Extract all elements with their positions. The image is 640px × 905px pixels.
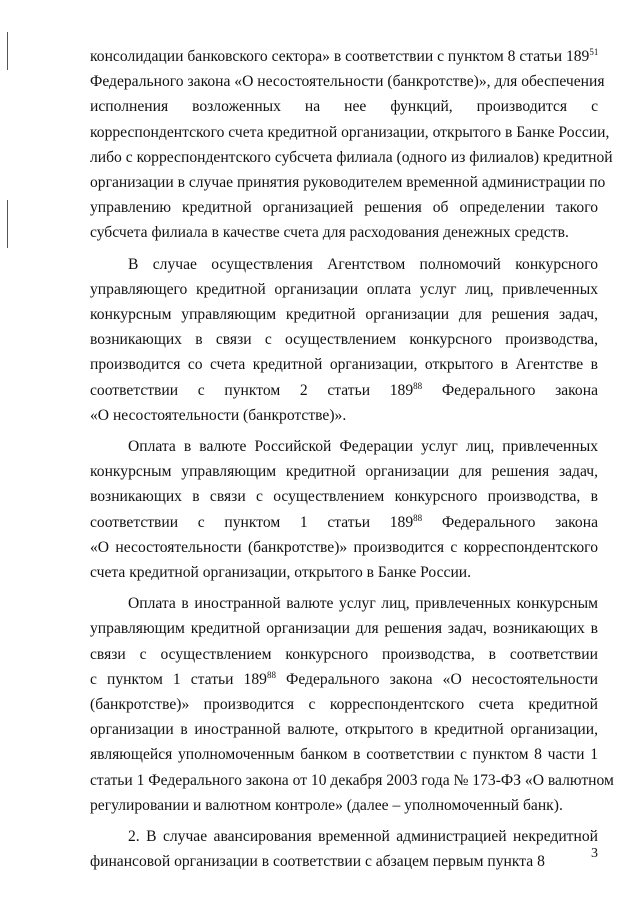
text-continuation: Федерального закона [422, 513, 598, 531]
text-line: Оплата в валюте Российской Федерации услуг лиц, привлеченных [128, 438, 598, 456]
text-line: (банкротстве)» производится с корреспондентского счета кредитной [90, 696, 598, 714]
text-line: «О несостоятельности (банкротстве)» производится с корреспондентского [90, 538, 598, 556]
text-line: статьи 1 Федерального закона от 10 декабря 2003 года № 173-ФЗ «О валютном [90, 771, 614, 789]
paragraph [90, 591, 614, 818]
superscript: 88 [413, 380, 423, 391]
text-line: либо с корреспондентского субсчета филиала (одного из филиалов) кредитной [90, 148, 613, 166]
margin-mark-top [7, 32, 8, 70]
text-line: соответствии с пунктом 1 статьи $189^{88}$ Федерального закона [90, 512, 598, 531]
paragraph [90, 44, 613, 246]
superscript: 88 [413, 512, 423, 523]
text-line: счета кредитной организации, открытого в Банке России. [90, 564, 472, 582]
text-line: финансовой организации в соответствии с абзацем первым пункта 8 [90, 853, 545, 871]
text-line: В случае осуществления Агентством полномочий конкурсного [128, 255, 598, 273]
paragraph [90, 434, 598, 585]
text-line: соответствии с пунктом 2 статьи $189^{88}$ Федерального закона [90, 380, 598, 399]
page-number: 3 [591, 846, 598, 861]
text-line: исполнения возложенных на нее функций, производится с [90, 98, 598, 116]
text-line: являющейся уполномоченным банком в соответствии с пунктом 8 части 1 [90, 746, 598, 764]
text-line: управлению кредитной организацией решения об определении такого [90, 199, 598, 217]
text-line: организации в иностранной валюте, открытого в кредитной организации, [90, 721, 598, 739]
text-line: управляющим кредитной организации для решения задач, возникающих в [90, 620, 598, 638]
text-line: с пунктом 1 статьи $189^{88}$ Федерального закона «О несостоятельности [90, 669, 598, 688]
margin-mark-middle [7, 200, 8, 248]
text-continuation: Федерального закона «О несостоятельности [275, 670, 598, 688]
text-line: корреспондентского счета кредитной организации, открытого в Банке России, [90, 123, 610, 141]
paragraph [90, 824, 598, 874]
text-line: организации в случае принятия руководителем временной администрации по [90, 174, 606, 192]
text-continuation: Федерального закона [422, 381, 598, 399]
text-line: возникающих в связи с осуществлением конкурсного производства, [90, 331, 598, 349]
text-line: Федерального закона «О несостоятельности (банкротстве)», для обеспечения [90, 73, 605, 91]
text-line: «О несостоятельности (банкротстве)». [90, 406, 347, 424]
text-line: управляющего кредитной организации оплата услуг лиц, привлеченных [90, 280, 598, 298]
text-line: конкурсным управляющим кредитной организации для решения задач, [90, 306, 598, 324]
text-line: 2. В случае авансирования временной администрацией некредитной [128, 828, 598, 846]
text-line: консолидации банковского сектора» в соответствии с пунктом 8 статьи $189^{51}$ [90, 47, 599, 65]
superscript: 88 [266, 669, 276, 680]
text-line: Оплата в иностранной валюте услуг лиц, привлеченных конкурсным [128, 595, 598, 613]
document-body [90, 44, 614, 875]
text-line: конкурсным управляющим кредитной организации для решения задач, [90, 463, 598, 481]
paragraph [90, 252, 598, 428]
superscript: 51 [589, 47, 599, 57]
text-line: связи с осуществлением конкурсного производства, в соответствии [90, 645, 598, 663]
text-line: субсчета филиала в качестве счета для расходования денежных средств. [90, 224, 569, 242]
text-line: производится со счета кредитной организации, открытого в Агентстве в [90, 356, 598, 374]
text-line: возникающих в связи с осуществлением конкурсного производства, в [90, 488, 598, 506]
text-line: регулировании и валютном контроле» (далее – уполномоченный банк). [90, 796, 563, 814]
